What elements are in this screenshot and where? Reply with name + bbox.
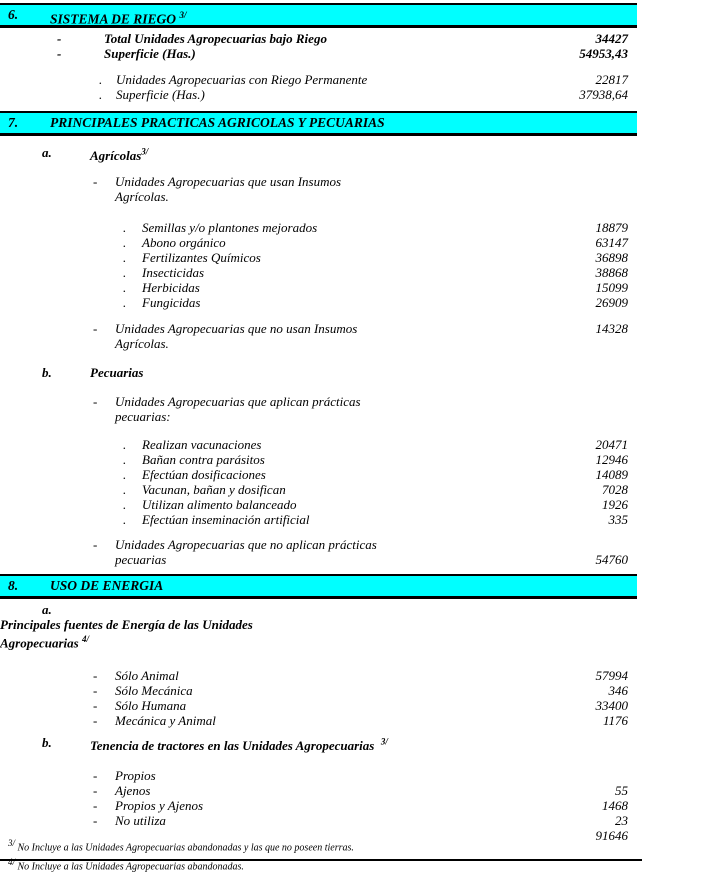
row-inseminacion [0,512,719,527]
dash-marker: - [93,321,98,337]
subsection-title-line2 [0,632,719,650]
row-value: 33400 [595,697,628,713]
row-mecanica-animal [0,713,719,728]
footnote-3-mark: 3/ [8,838,16,848]
dot-marker: . [123,467,127,483]
row-solo-mecanica [0,683,719,698]
dash-marker: - [93,782,98,798]
row-label: Sólo Animal [115,667,179,683]
row-value: 23 [615,812,628,828]
subsection-footnote-mark: 3/ [380,736,388,747]
row-total-ua-bajo-riego [0,31,719,46]
row-value: 37938,64 [579,87,628,102]
dot-marker: . [123,235,127,251]
subsection-title: Pecuarias [90,365,144,381]
subsection-title-text: Tenencia de tractores en las Unidades Agropecuarias [90,737,375,753]
dot-marker: . [99,87,103,102]
row-value: 26909 [595,295,628,311]
dash-marker: - [57,31,62,46]
row-superficie-permanente [0,87,719,102]
section-8-title: USO DE ENERGIA [50,578,164,594]
subsection-title-two-lines [0,617,719,650]
row-ua-riego-permanente [0,72,719,87]
subsection-7a-heading [0,145,719,163]
dash-marker: - [93,797,98,813]
row-label: No utiliza [115,812,166,828]
energia-items-list [0,668,719,728]
dash-marker: - [93,812,98,828]
row-label: Superficie (Has.) [116,87,205,102]
row-value: 1468 [602,797,628,813]
row-value: 18879 [595,220,628,236]
row-value: 7028 [602,482,628,498]
row-solo-animal [0,668,719,683]
row-label-line2: Agrícolas. [115,189,169,205]
row-label: Vacunan, bañan y dosifican [142,482,286,498]
row-value: 57994 [595,667,628,683]
section-7-number: 7. [8,115,19,130]
dash-marker: - [93,682,98,698]
row-label-line2: pecuarias: [115,409,171,425]
subsection-title-line2-text: Agropecuarias [0,635,79,651]
row-ua-no-aplican-practicas [0,537,719,567]
row-alimento-balanceado [0,497,719,512]
row-label-line1: Unidades Agropecuarias que usan Insumos [115,174,342,190]
dot-marker: . [123,512,127,528]
dash-marker: - [57,46,62,61]
row-label: Total Unidades Agropecuarias bajo Riego [104,31,327,46]
row-value: 63147 [595,235,628,251]
row-banan-parasitos [0,452,719,467]
section-6-number: 6. [8,7,19,22]
dot-marker: . [99,72,103,87]
tractores-items-list [0,768,719,828]
row-label: Sólo Mecánica [115,682,193,698]
row-value: 22817 [595,72,628,87]
practicas-items-list [0,437,719,527]
section-8-number: 8. [8,578,19,594]
total-value: 91646 [595,827,628,843]
section-6-title-text: SISTEMA DE RIEGO [50,11,177,27]
footnote-3 [8,836,354,855]
row-propios [0,768,719,783]
row-value: 55 [615,782,628,798]
row-label: Unidades Agropecuarias con Riego Permanente [116,72,368,87]
subsection-footnote-mark: 3/ [141,147,149,157]
row-label: Propios [115,767,156,783]
row-herbicidas [0,280,719,295]
dot-marker: . [123,437,127,453]
row-label-two-lines [115,174,719,204]
row-label-line1: Unidades Agropecuarias que aplican prácticas [115,394,361,410]
row-label: Efectúan inseminación artificial [142,512,310,528]
section-7-header [0,111,637,136]
row-value: 20471 [595,437,628,453]
row-label-two-lines [115,537,719,567]
row-abono [0,235,719,250]
row-label: Abono orgánico [142,235,226,251]
row-label: Bañan contra parásitos [142,452,265,468]
row-value: 14089 [595,467,628,483]
subsection-title-text: Agrícolas [90,148,142,164]
subsection-8a-heading [0,602,719,650]
row-vacunaciones [0,437,719,452]
row-propios-y-ajenos [0,798,719,813]
dot-marker: . [123,265,127,281]
subsection-7b-heading [0,365,719,380]
insumos-items-list [0,220,719,310]
row-label: Herbicidas [142,280,200,296]
row-value: 36898 [595,250,628,266]
section-6-footnote-mark: 3/ [179,10,187,20]
row-value: 346 [608,682,628,698]
row-label: Sólo Humana [115,697,187,713]
dash-marker: - [93,394,98,410]
footnote-4-mark: 4/ [8,857,16,868]
section-8-header [0,574,637,599]
row-value: 34427 [595,31,628,46]
row-label: Fertilizantes Químicos [142,250,261,266]
row-ua-aplican-practicas [0,394,719,424]
section-7-title: PRINCIPALES PRACTICAS AGRICOLAS Y PECUARIAS [50,115,385,130]
row-ua-usan-insumos [0,174,719,204]
subsection-footnote-mark: 4/ [81,634,89,645]
row-label: Ajenos [115,782,151,798]
row-dosificaciones [0,467,719,482]
dash-marker: - [93,712,98,728]
row-value: 1176 [602,712,628,728]
footnote-4-text: No Incluye a las Unidades Agropecuarias abandonadas. [17,861,244,873]
row-label-line1: Unidades Agropecuarias que no aplican prácticas [115,537,377,553]
row-label: Propios y Ajenos [115,797,204,813]
row-vacunan-banan-dosifican [0,482,719,497]
dash-marker: - [93,767,98,783]
row-label-two-lines [115,394,719,424]
section-6-header [0,3,637,28]
footnote-3-text: No Incluye a las Unidades Agropecuarias abandonadas y las que no poseen tierras. [17,842,354,854]
subsection-title [90,148,148,163]
row-label-line1: Unidades Agropecuarias que no usan Insumos [115,321,358,337]
row-value: 54953,43 [579,46,628,61]
row-insecticidas [0,265,719,280]
row-label: Insecticidas [142,265,205,281]
dot-marker: . [123,220,127,236]
row-value: 335 [608,512,628,528]
row-ajenos [0,783,719,798]
row-value: 14328 [595,321,628,337]
row-label: Mecánica y Animal [115,712,216,728]
row-label: Efectúan dosificaciones [142,467,266,483]
subsection-8b-heading [0,735,719,753]
footnote-4 [8,855,354,874]
row-value: 15099 [595,280,628,296]
dash-marker: - [93,697,98,713]
dot-marker: . [123,280,127,296]
section-6-title [50,5,186,30]
subsection-title [90,738,388,753]
row-label: Superficie (Has.) [104,46,196,61]
dot-marker: . [123,482,127,498]
subsection-letter: a. [42,602,52,618]
row-no-utiliza [0,813,719,828]
dash-marker: - [93,537,98,553]
row-ua-no-usan-insumos [0,321,719,351]
row-value: 54760 [595,552,628,568]
row-fungicidas [0,295,719,310]
dot-marker: . [123,295,127,311]
row-value: 38868 [595,265,628,281]
subsection-letter: b. [42,734,52,750]
row-label: Realizan vacunaciones [142,437,262,453]
row-solo-humana [0,698,719,713]
subsection-letter: b. [42,365,52,381]
subsection-letter: a. [42,145,52,160]
row-label: Semillas y/o plantones mejorados [142,220,318,236]
row-label: Utilizan alimento balanceado [142,497,297,513]
row-value: 12946 [595,452,628,468]
dot-marker: . [123,250,127,266]
row-label-two-lines [115,321,719,351]
row-superficie-riego [0,46,719,61]
subsection-title-line1: Principales fuentes de Energía de las Unidades [0,617,253,633]
row-label: Fungicidas [142,295,201,311]
dot-marker: . [123,452,127,468]
row-semillas [0,220,719,235]
row-label-line2: pecuarias [115,552,167,568]
row-value: 1926 [602,497,628,513]
dash-marker: - [93,174,98,190]
dash-marker: - [93,667,98,683]
row-label-line2: Agrícolas. [115,336,169,352]
row-fertilizantes [0,250,719,265]
footnotes [8,836,354,875]
dot-marker: . [123,497,127,513]
